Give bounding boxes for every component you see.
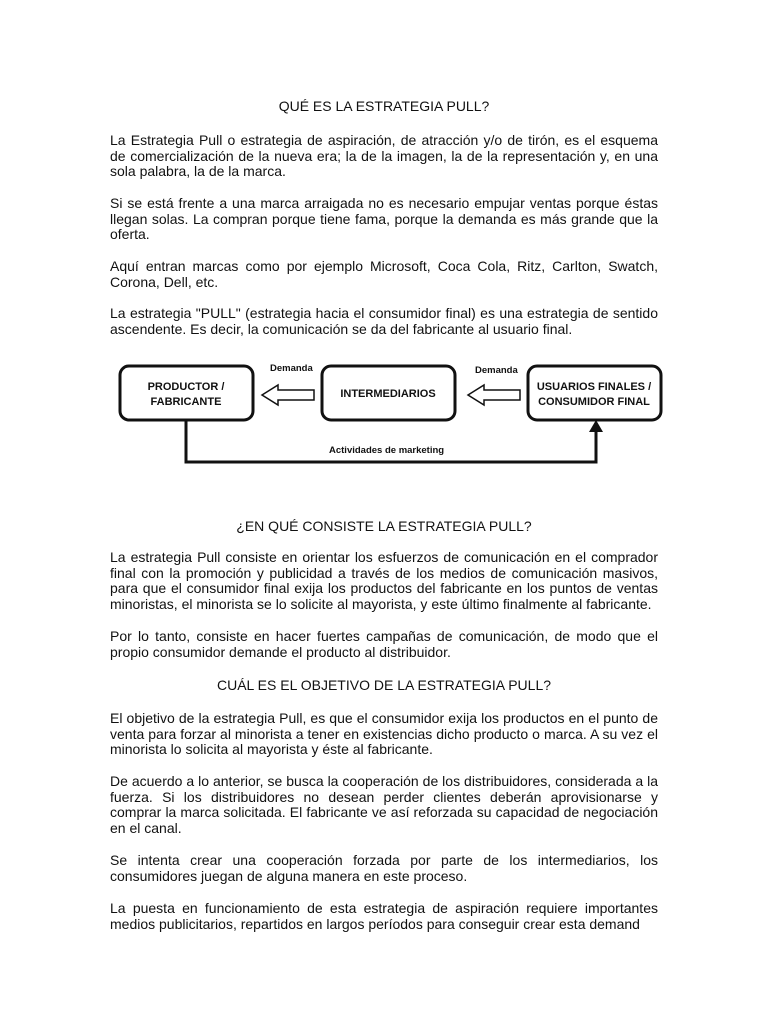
pull-strategy-diagram bbox=[110, 352, 670, 472]
demand-label-left: Demanda bbox=[270, 363, 313, 374]
paragraph-medios-publicitarios: La puesta en funcionamiento de esta estrategia de aspiración requiere importantes medios publicitarios, repartidos en largos períodos para conseguir crear esta demand bbox=[110, 900, 658, 932]
demand-arrow-left-icon bbox=[262, 385, 314, 405]
marketing-arrowhead-icon bbox=[589, 420, 603, 432]
paragraph-marcas-ejemplo: Aquí entran marcas como por ejemplo Microsoft, Coca Cola, Ritz, Carlton, Swatch, Corona, Dell, etc. bbox=[110, 258, 658, 290]
box-productor-line2: FABRICANTE bbox=[150, 396, 222, 408]
box-usuarios-line1: USUARIOS FINALES / bbox=[536, 381, 652, 393]
heading-en-que-consiste: ¿EN QUÉ CONSISTE LA ESTRATEGIA PULL? bbox=[236, 518, 532, 534]
paragraph-definition: La Estrategia Pull o estrategia de aspiración, de atracción y/o de tirón, es el esquema de comercialización de la nueva era; la de la imagen, la de la representación y, en una sola palabra, la de la marca. bbox=[110, 132, 658, 180]
paragraph-sentido-ascendente: La estrategia "PULL" (estrategia hacia el consumidor final) es una estrategia de sentido ascendente. Es decir, la comunicación se da del fabricante al usuario final. bbox=[110, 305, 658, 337]
heading-objetivo: CUÁL ES EL OBJETIVO DE LA ESTRATEGIA PULL? bbox=[216, 677, 552, 693]
box-intermediarios-label: INTERMEDIARIOS bbox=[340, 388, 436, 400]
paragraph-objetivo: El objetivo de la estrategia Pull, es que el consumidor exija los productos en el punto de venta para forzar al minorista a tener en existencias dicho producto o marca. A su vez el minorista lo solicita al mayorista y éste al fabricante. bbox=[110, 710, 658, 758]
demand-label-right: Demanda bbox=[475, 365, 518, 376]
box-productor bbox=[120, 366, 253, 420]
box-usuarios-finales bbox=[528, 366, 661, 420]
demand-arrow-right-icon bbox=[468, 385, 520, 405]
paragraph-marca-arraigada: Si se está frente a una marca arraigada no es necesario empujar ventas porque éstas llegan solas. La compran porque tiene fama, porque la demanda es más grande que la oferta. bbox=[110, 195, 658, 243]
heading-que-es: QUÉ ES LA ESTRATEGIA PULL? bbox=[278, 98, 490, 114]
box-productor-line1: PRODUCTOR / bbox=[147, 381, 225, 393]
paragraph-consiste: La estrategia Pull consiste en orientar los esfuerzos de comunicación en el comprador final con la promoción y publicidad a través de los medios de comunicación masivos, para que el consumidor final exija los productos del fabricante en los puntos de ventas minoristas, el minorista se lo solicite al mayorista, y este último finalmente al fabricante. bbox=[110, 549, 658, 612]
paragraph-intermediarios: Se intenta crear una cooperación forzada por parte de los intermediarios, los consumidores juegan de alguna manera en este proceso. bbox=[110, 852, 658, 884]
paragraph-cooperacion: De acuerdo a lo anterior, se busca la cooperación de los distribuidores, considerada a la fuerza. Si los distribuidores no desean perder clientes deberán aprovisionarse y comprar la marca solicitada. El fabricante ve así reforzada su capacidad de negociación en el canal. bbox=[110, 773, 658, 836]
paragraph-campanas: Por lo tanto, consiste en hacer fuertes campañas de comunicación, de modo que el propio consumidor demande el producto al distribuidor. bbox=[110, 628, 658, 660]
marketing-label: Actividades de marketing bbox=[329, 445, 445, 456]
box-usuarios-line2: CONSUMIDOR FINAL bbox=[538, 396, 650, 408]
